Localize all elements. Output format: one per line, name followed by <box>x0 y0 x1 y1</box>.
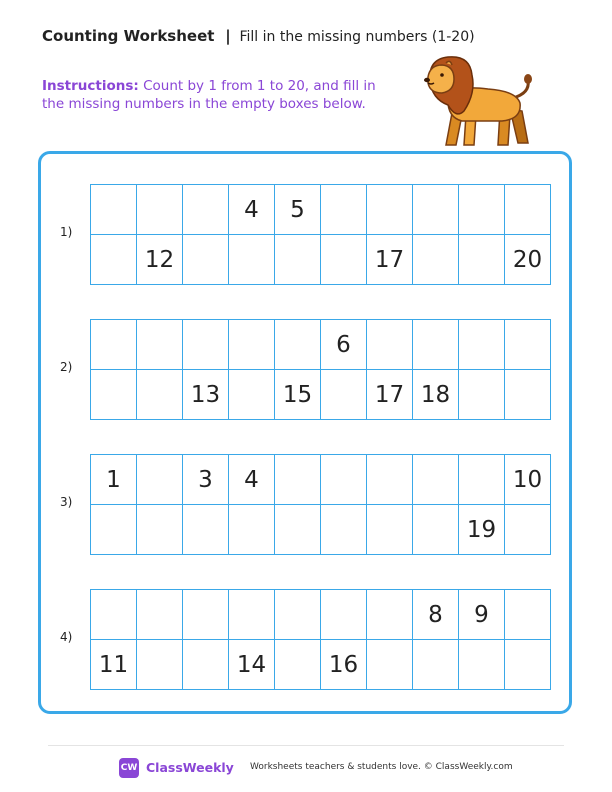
footer-tagline: Worksheets teachers & students love. © ClassWeekly.com <box>250 762 513 772</box>
number-cell[interactable] <box>321 590 367 640</box>
number-cell[interactable] <box>275 590 321 640</box>
number-cell[interactable] <box>505 320 551 370</box>
instructions-text: Count by 1 from 1 to 20, and fill in the missing numbers in the empty boxes below. <box>42 78 376 112</box>
worksheet-frame <box>38 151 572 714</box>
number-cell[interactable] <box>91 185 137 235</box>
number-cell[interactable] <box>321 235 367 285</box>
number-cell[interactable]: 20 <box>505 235 551 285</box>
problem-label: 4) <box>60 630 73 644</box>
problem-label: 3) <box>60 495 73 509</box>
number-grid <box>90 319 551 420</box>
number-cell[interactable]: 15 <box>275 370 321 420</box>
problem-label: 2) <box>60 360 73 374</box>
instructions-label: Instructions: <box>42 78 139 94</box>
number-cell[interactable]: 14 <box>229 640 275 690</box>
number-cell[interactable] <box>91 235 137 285</box>
number-cell[interactable]: 1 <box>91 455 137 505</box>
number-cell[interactable] <box>413 320 459 370</box>
number-cell[interactable] <box>367 320 413 370</box>
number-cell[interactable] <box>183 235 229 285</box>
number-cell[interactable] <box>367 185 413 235</box>
number-cell[interactable] <box>137 185 183 235</box>
number-cell[interactable] <box>275 320 321 370</box>
header-separator: | <box>225 27 231 45</box>
number-cell[interactable]: 9 <box>459 590 505 640</box>
number-cell[interactable]: 13 <box>183 370 229 420</box>
worksheet-title: Counting Worksheet <box>42 27 215 45</box>
number-cell[interactable] <box>183 640 229 690</box>
problem-label: 1) <box>60 225 73 239</box>
instructions <box>42 77 382 113</box>
number-cell[interactable] <box>229 590 275 640</box>
number-cell[interactable] <box>91 320 137 370</box>
number-cell[interactable] <box>505 505 551 555</box>
number-cell[interactable] <box>367 505 413 555</box>
number-cell[interactable] <box>137 455 183 505</box>
number-cell[interactable]: 8 <box>413 590 459 640</box>
number-cell[interactable]: 4 <box>229 455 275 505</box>
number-cell[interactable] <box>321 455 367 505</box>
number-cell[interactable] <box>505 185 551 235</box>
number-cell[interactable] <box>229 505 275 555</box>
number-cell[interactable] <box>275 640 321 690</box>
number-cell[interactable] <box>459 370 505 420</box>
number-grid <box>90 589 551 690</box>
brand-name: ClassWeekly <box>146 760 234 775</box>
number-cell[interactable] <box>505 370 551 420</box>
number-cell[interactable]: 5 <box>275 185 321 235</box>
number-cell[interactable]: 18 <box>413 370 459 420</box>
number-cell[interactable] <box>229 320 275 370</box>
number-cell[interactable] <box>183 185 229 235</box>
number-cell[interactable] <box>275 505 321 555</box>
number-cell[interactable] <box>275 235 321 285</box>
number-grid <box>90 454 551 555</box>
number-cell[interactable] <box>459 320 505 370</box>
worksheet-header <box>42 27 475 45</box>
number-cell[interactable] <box>413 235 459 285</box>
number-cell[interactable] <box>367 455 413 505</box>
number-cell[interactable] <box>321 505 367 555</box>
number-cell[interactable] <box>91 590 137 640</box>
number-cell[interactable] <box>413 505 459 555</box>
number-cell[interactable] <box>459 185 505 235</box>
number-cell[interactable]: 11 <box>91 640 137 690</box>
number-cell[interactable] <box>137 505 183 555</box>
number-cell[interactable] <box>229 370 275 420</box>
number-cell[interactable]: 6 <box>321 320 367 370</box>
number-cell[interactable] <box>137 590 183 640</box>
number-cell[interactable] <box>91 370 137 420</box>
number-cell[interactable] <box>321 370 367 420</box>
footer-divider <box>48 745 564 746</box>
number-cell[interactable] <box>183 320 229 370</box>
number-cell[interactable]: 17 <box>367 235 413 285</box>
classweekly-logo-icon: CW <box>119 758 139 778</box>
number-cell[interactable] <box>91 505 137 555</box>
number-cell[interactable] <box>413 185 459 235</box>
number-cell[interactable] <box>459 455 505 505</box>
number-cell[interactable] <box>367 640 413 690</box>
number-grid <box>90 184 551 285</box>
number-cell[interactable]: 4 <box>229 185 275 235</box>
number-cell[interactable] <box>137 640 183 690</box>
lion-icon <box>418 53 548 155</box>
number-cell[interactable] <box>183 590 229 640</box>
number-cell[interactable] <box>459 640 505 690</box>
number-cell[interactable] <box>137 320 183 370</box>
number-cell[interactable] <box>137 370 183 420</box>
number-cell[interactable] <box>413 640 459 690</box>
number-cell[interactable] <box>321 185 367 235</box>
number-cell[interactable]: 19 <box>459 505 505 555</box>
number-cell[interactable] <box>229 235 275 285</box>
worksheet-subtitle: Fill in the missing numbers (1-20) <box>239 29 475 45</box>
number-cell[interactable] <box>183 505 229 555</box>
number-cell[interactable]: 10 <box>505 455 551 505</box>
number-cell[interactable] <box>367 590 413 640</box>
number-cell[interactable]: 3 <box>183 455 229 505</box>
number-cell[interactable] <box>413 455 459 505</box>
number-cell[interactable]: 12 <box>137 235 183 285</box>
number-cell[interactable] <box>505 590 551 640</box>
number-cell[interactable]: 17 <box>367 370 413 420</box>
number-cell[interactable] <box>275 455 321 505</box>
number-cell[interactable] <box>459 235 505 285</box>
footer <box>0 756 612 780</box>
number-cell[interactable]: 16 <box>321 640 367 690</box>
number-cell[interactable] <box>505 640 551 690</box>
